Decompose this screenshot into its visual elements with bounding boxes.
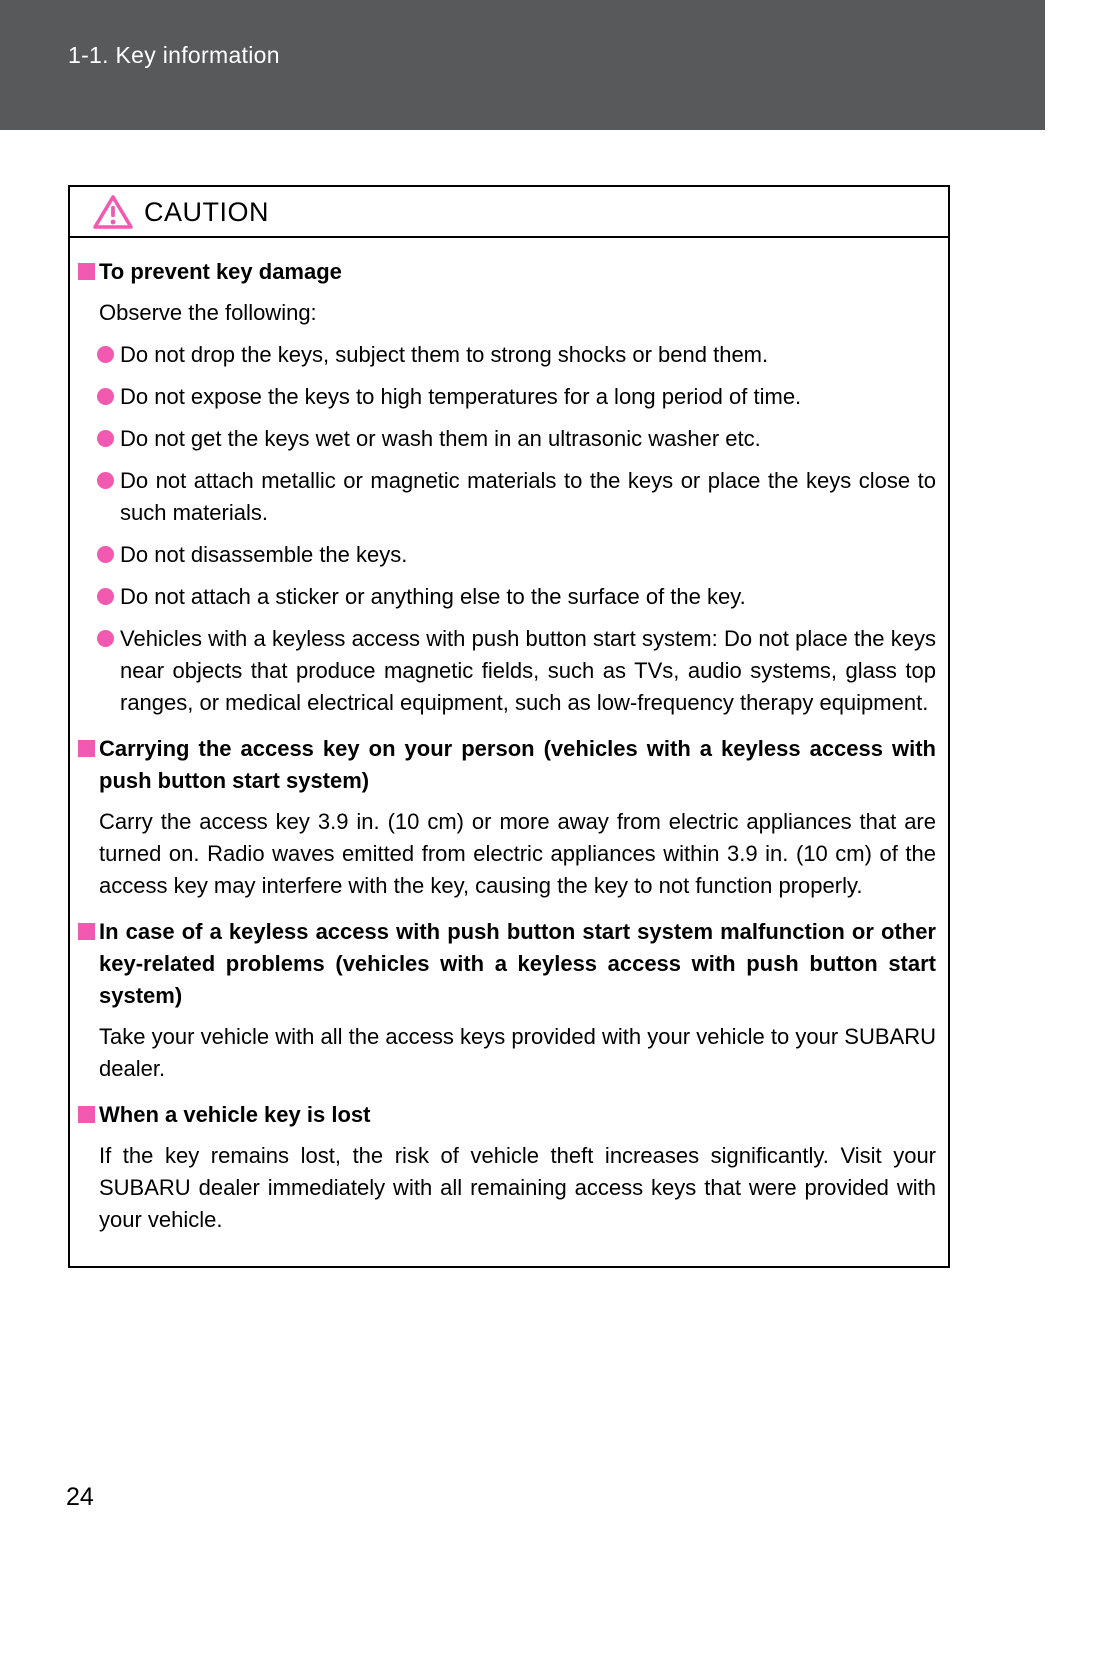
caution-box: [68, 185, 950, 1268]
section-square-icon: [78, 923, 95, 940]
section-heading: To prevent key damage: [99, 259, 342, 284]
bullet-icon: [97, 588, 114, 605]
bullet-icon: [97, 546, 114, 563]
caution-section-carrying-key: [78, 733, 936, 902]
caution-title: CAUTION: [144, 196, 269, 227]
caution-section-key-damage: [78, 256, 936, 719]
bullet-icon: [97, 430, 114, 447]
bullet-icon: [97, 630, 114, 647]
section-heading-row: [78, 256, 936, 288]
list-item: [97, 339, 936, 371]
section-heading: When a vehicle key is lost: [99, 1102, 371, 1127]
bullet-icon: [97, 472, 114, 489]
caution-box-header: [70, 187, 948, 238]
list-item: [97, 423, 936, 455]
list-item-text: Vehicles with a keyless access with push button start system: Do not place the keys near objects that produce magnetic fields, such as TVs, audio systems, glass top ranges, or medical electrical equipment, such as low-frequency therapy equipment.: [120, 626, 936, 715]
list-item: [97, 465, 936, 529]
list-item: [97, 381, 936, 413]
list-item-text: Do not attach a sticker or anything else to the surface of the key.: [120, 584, 746, 609]
section-heading-row: [78, 733, 936, 797]
section-square-icon: [78, 740, 95, 757]
list-item: [97, 581, 936, 613]
section-heading: In case of a keyless access with push button start system malfunction or other key-related problems (vehicles with a keyless access with push button start system): [99, 919, 936, 1008]
page-number: 24: [66, 1483, 94, 1511]
list-item-text: Do not drop the keys, subject them to strong shocks or bend them.: [120, 342, 769, 367]
bullet-icon: [97, 346, 114, 363]
section-paragraph: Take your vehicle with all the access keys provided with your vehicle to your SUBARU dealer.: [99, 1024, 936, 1081]
list-item-text: Do not disassemble the keys.: [120, 542, 408, 567]
section-square-icon: [78, 1106, 95, 1123]
caution-section-system-malfunction: [78, 916, 936, 1085]
list-item-text: Do not expose the keys to high temperatures for a long period of time.: [120, 384, 802, 409]
section-heading: Carrying the access key on your person (vehicles with a keyless access with push button start system): [99, 736, 936, 793]
list-item-text: Do not attach metallic or magnetic materials to the keys or place the keys close to such materials.: [120, 468, 936, 525]
bullet-icon: [97, 388, 114, 405]
chapter-header-band: [0, 0, 1045, 130]
chapter-title: 1-1. Key information: [68, 42, 280, 68]
section-paragraph: Carry the access key 3.9 in. (10 cm) or more away from electric appliances that are turned on. Radio waves emitted from electric appliances within 3.9 in. (10 cm) of the access key may interfere with the key, causing the key to not function properly.: [99, 809, 936, 898]
section-heading-row: [78, 1099, 936, 1131]
warning-triangle-icon: [92, 194, 134, 230]
section-heading-row: [78, 916, 936, 1012]
caution-box-body: [70, 238, 948, 1266]
list-item-text: Do not get the keys wet or wash them in an ultrasonic washer etc.: [120, 426, 761, 451]
caution-section-key-lost: [78, 1099, 936, 1236]
list-item: [97, 623, 936, 719]
section-intro: Observe the following:: [99, 300, 317, 325]
list-item: [97, 539, 936, 571]
section-square-icon: [78, 263, 95, 280]
section-paragraph: If the key remains lost, the risk of vehicle theft increases significantly. Visit your SUBARU dealer immediately with all remaining access keys that were provided with your vehicle.: [99, 1143, 936, 1232]
